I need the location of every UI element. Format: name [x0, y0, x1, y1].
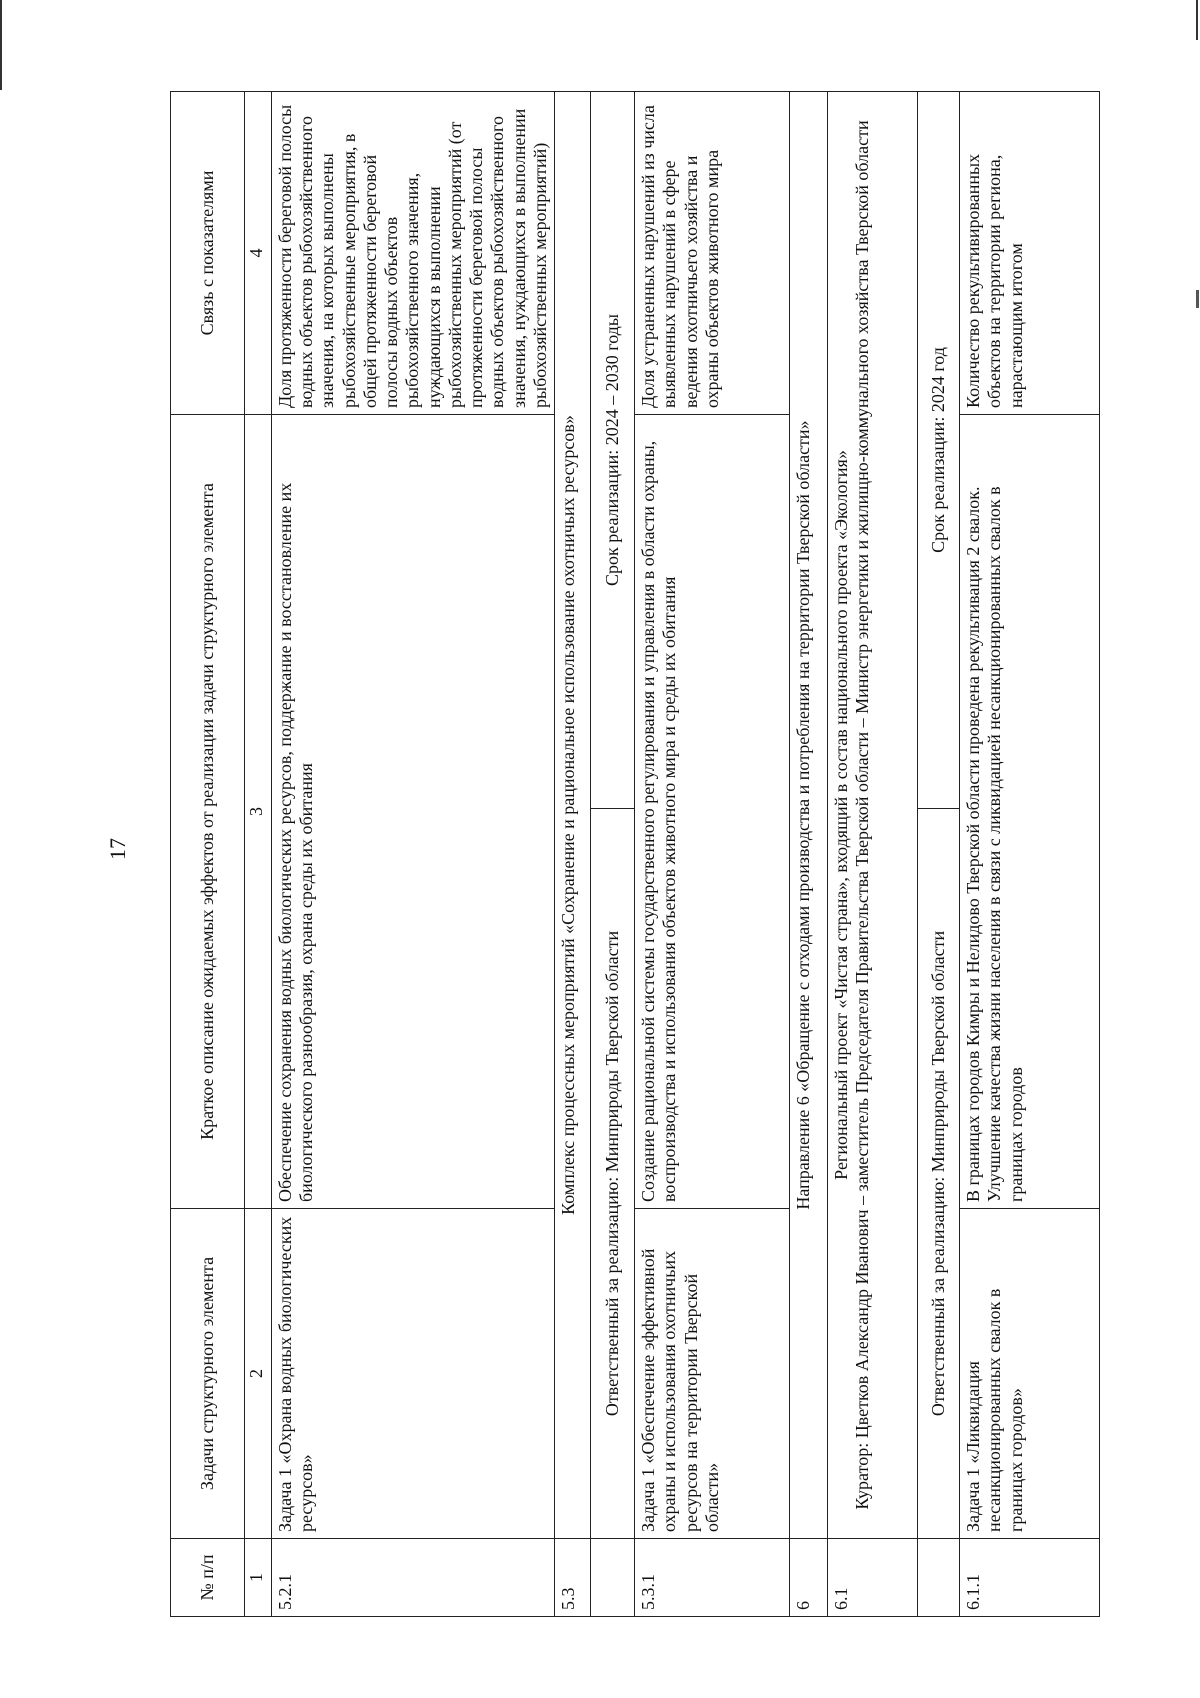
effect-cell: Обеспечение сохранения водных биологических ресурсов, поддержание и восстановление их биологического разнообразия, охрана среды их обитания: [272, 415, 555, 1209]
column-number: 2: [245, 1209, 272, 1539]
scan-edge-mark: [0, 0, 2, 90]
row-number: 5.2.1: [272, 1539, 555, 1617]
indicator-cell: Доля протяженности береговой полосы водных объектов рыбохозяйственного значения, на которых выполнены рыбохозяйственные мероприятия, в общей протяженности береговой полосы водных объектов рыбохозяйственного значения, нуждающихся в выполнении рыбохозяйственных мероприятий (от протяженности береговой полосы водных объектов рыбохозяйственного значения, нуждающихся в выполнении рыбохозяйственных мероприятий): [272, 92, 555, 415]
column-number: 1: [245, 1539, 272, 1617]
table-row: [960, 92, 1100, 1617]
table-row: [790, 92, 828, 1617]
row-number: 6: [790, 1539, 828, 1617]
indicator-cell: Количество рекультивированных объектов на территории региона, нарастающим итогом: [960, 92, 1100, 415]
table-row: [918, 92, 960, 1617]
header-indicator: Связь с показателями: [171, 92, 245, 415]
header-row: [171, 92, 245, 1617]
empty-cell: [591, 1539, 635, 1617]
header-effect: Краткое описание ожидаемых эффектов от реализации задачи структурного элемента: [171, 415, 245, 1209]
table-row: [635, 92, 790, 1617]
responsible-cell: Ответственный за реализацию: Минприроды Тверской области: [591, 809, 635, 1539]
program-table: [170, 91, 1100, 1617]
table-row: [272, 92, 555, 1617]
page-number: 17: [105, 838, 130, 860]
table-row: [828, 92, 918, 1617]
row-number: 6.1: [828, 1539, 918, 1617]
effect-cell: В границах городов Кимры и Нелидово Тверской области проведена рекультивация 2 свалок. Улучшение качества жизни населения в связи с ликвидацией несанкционированных свалок в границах городов: [960, 415, 1100, 1209]
column-number: 3: [245, 415, 272, 1209]
project-title: Региональный проект «Чистая страна», входящий в состав национального проекта «Экология»: [831, 450, 852, 1180]
task-cell: Задача 1 «Обеспечение эффективной охраны и использования охотничьих ресурсов на территории Тверской области»: [635, 1209, 790, 1539]
project-curator: Куратор: Цветков Александр Иванович – заместитель Председателя Правительства Тверской области – Министр энергетики и жилищно-коммунального хозяйства Тверской области: [852, 120, 873, 1510]
header-num: № п/п: [171, 1539, 245, 1617]
scan-edge-mark: [1196, 290, 1199, 308]
empty-cell: [918, 1539, 960, 1617]
effect-cell: Создание рациональной системы государственного регулирования и управления в области охраны, воспроизводства и использования объектов животного мира и среды их обитания: [635, 415, 790, 1209]
row-number: 6.1.1: [960, 1539, 1100, 1617]
section-title: Комплекс процессных мероприятий «Сохранение и рациональное использование охотничьих ресурсов»: [555, 92, 591, 1539]
column-number-row: [245, 92, 272, 1617]
responsible-cell: Ответственный за реализацию: Минприроды Тверской области: [918, 809, 960, 1539]
table-row: [591, 92, 635, 1617]
column-number: 4: [245, 92, 272, 415]
section-title: Направление 6 «Обращение с отходами производства и потребления на территории Тверской области»: [790, 92, 828, 1539]
task-cell: Задача 1 «Охрана водных биологических ресурсов»: [272, 1209, 555, 1539]
project-cell: [828, 92, 918, 1539]
task-cell: Задача 1 «Ликвидация несанкционированных свалок в границах городов»: [960, 1209, 1100, 1539]
scan-edge-mark: [1196, 0, 1198, 40]
row-number: 5.3.1: [635, 1539, 790, 1617]
row-number: 5.3: [555, 1539, 591, 1617]
rotated-table-container: [170, 92, 1095, 1617]
term-cell: Срок реализации: 2024 – 2030 годы: [591, 92, 635, 809]
header-task: Задачи структурного элемента: [171, 1209, 245, 1539]
term-cell: Срок реализации: 2024 год: [918, 92, 960, 809]
indicator-cell: Доля устраненных нарушений из числа выявленных нарушений в сфере ведения охотничьего хозяйства и охраны объектов животного мира: [635, 92, 790, 415]
table-row: [555, 92, 591, 1617]
